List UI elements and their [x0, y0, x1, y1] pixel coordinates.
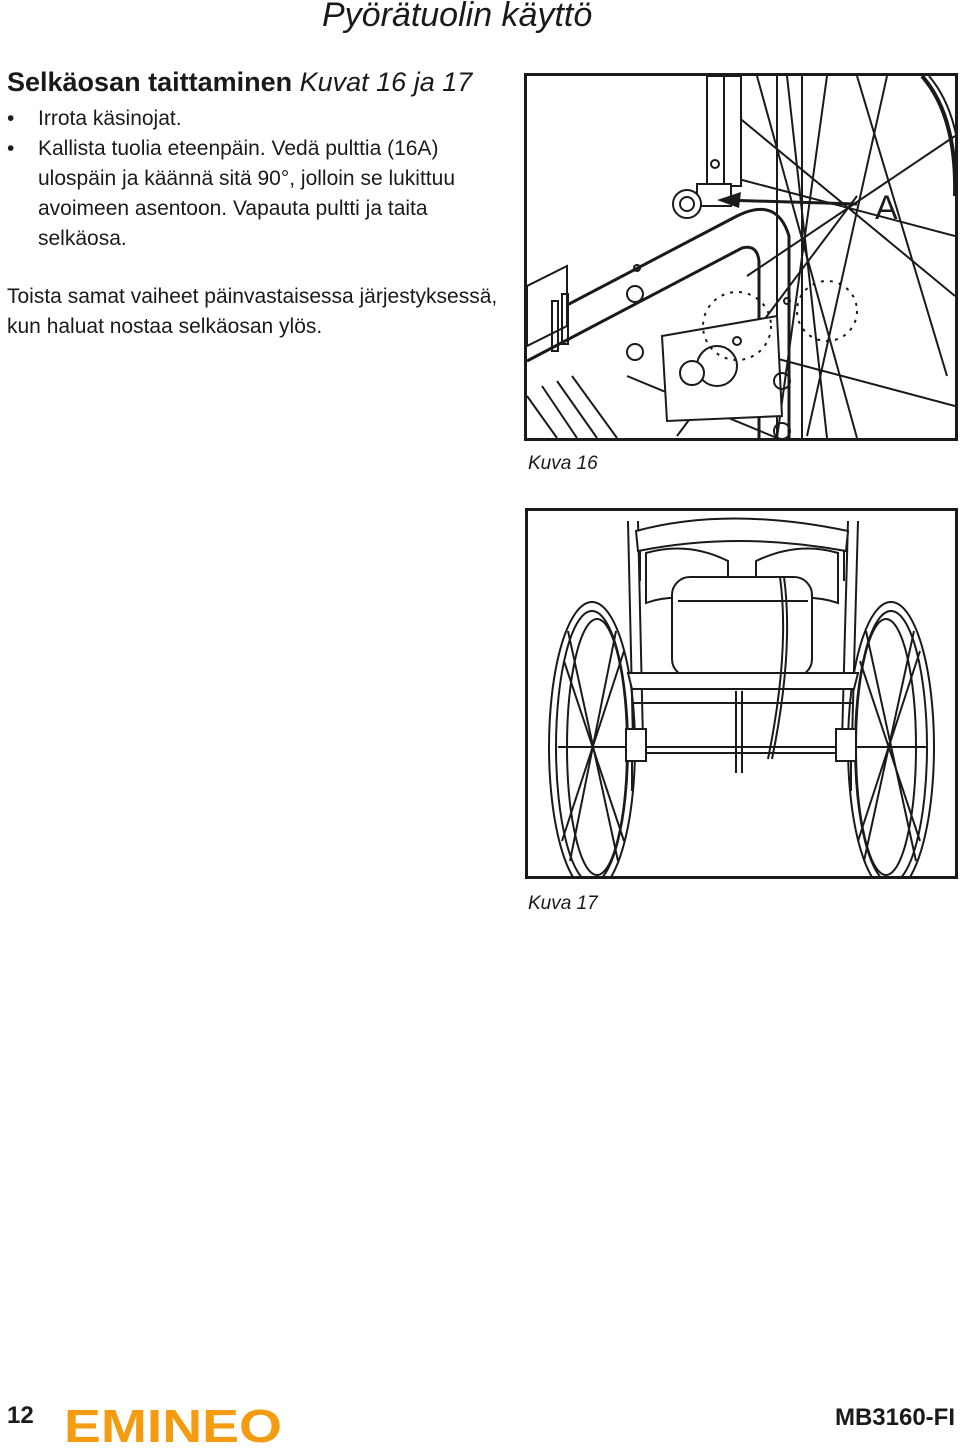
wheelchair-rear-illustration: [528, 511, 955, 876]
page-number: 12: [7, 1402, 34, 1429]
bolt-detail-illustration: [527, 76, 955, 438]
section-heading-title: Selkäosan taittaminen: [7, 67, 293, 97]
document-code: MB3160-FI: [834, 1404, 955, 1431]
emineo-logo: [64, 1404, 284, 1446]
instructions: [7, 66, 507, 342]
figure-16-caption: Kuva 16: [528, 453, 598, 474]
section-heading: [7, 66, 507, 98]
step-item: • Kallista tuolia eteenpäin. Vedä pulttia (16A) ulospäin ja käännä sitä 90°, jolloin se lukittuu avoimeen asentoon. Vapauta pultti ja taita selkäosa.: [7, 134, 507, 254]
callout-label-a: A: [875, 189, 898, 227]
section-heading-figure-ref: Kuvat 16 ja 17: [299, 67, 473, 97]
figure-17: [525, 508, 958, 879]
brand-wordmark: EMINEO: [64, 1404, 282, 1446]
figure-16: [524, 73, 958, 441]
reverse-instructions: Toista samat vaiheet päinvastaisessa järjestyksessä, kun haluat nostaa selkäosan ylös.: [7, 285, 498, 338]
step-item: • Irrota käsinojat.: [7, 104, 507, 134]
steps-list: [7, 104, 507, 254]
page-title: Pyörätuolin käyttö: [322, 0, 593, 34]
figure-17-caption: Kuva 17: [528, 893, 598, 914]
